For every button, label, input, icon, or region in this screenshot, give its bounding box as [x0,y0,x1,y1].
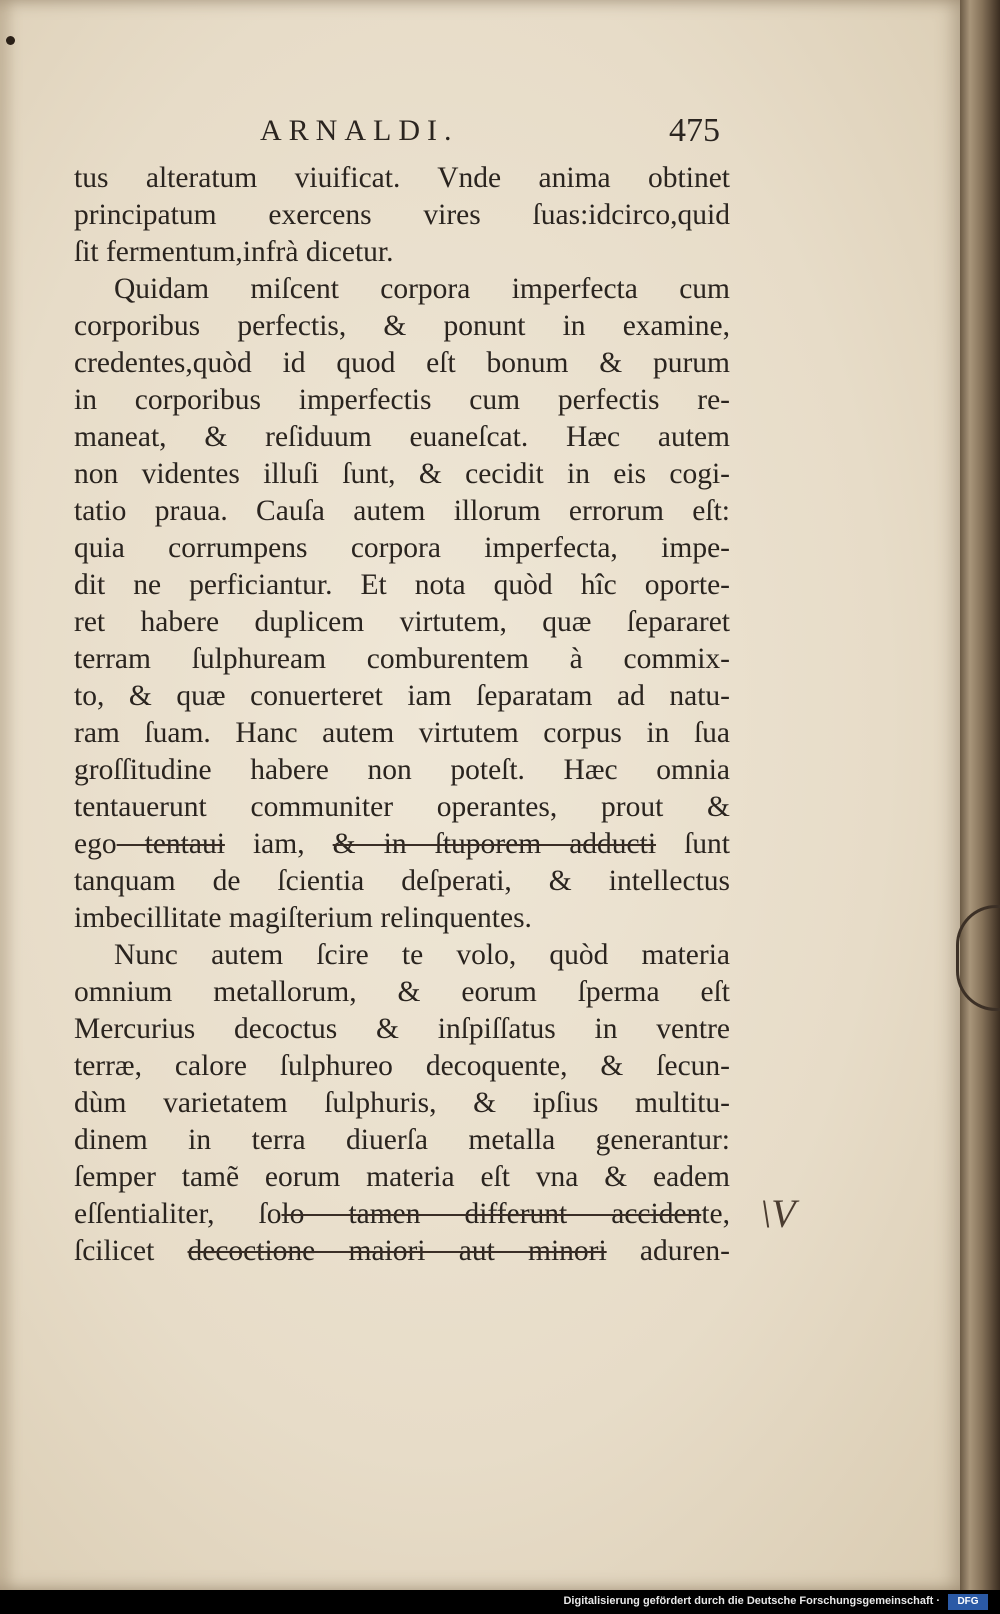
struck-text: decoctione maiori aut minori [187,1235,607,1267]
text-segment: ſunt [656,828,730,860]
text-segment: ego [74,828,117,860]
text-segment: aduren- [606,1235,730,1267]
footer-bar [0,1590,1000,1614]
text-line-20: tanquam de ſcientia deſperati, & intellectus [74,865,730,897]
text-line-2: principatum exercens vires ſuas:idcirco,quid [74,199,730,231]
text-line-30 [74,1233,730,1270]
text-line-7: in corporibus imperfectis cum perfectis re- [74,384,730,416]
digitization-credit: Digitalisierung gefördert durch die Deutsche Forschungsgemeinschaft · [563,1595,940,1607]
text-body [74,160,730,1270]
ink-dot [6,36,15,45]
text-line-10: tatio praua. Cauſa autem illorum errorum eſt: [74,495,730,527]
page-header [72,112,720,156]
text-line-27: dinem in terra diuerſa metalla generantur: [74,1124,730,1156]
text-line-19 [74,826,730,863]
text-segment: ſcilicet [74,1235,188,1267]
dfg-logo-badge: DFG [948,1594,988,1610]
text-line-12: dit ne perficiantur. Et nota quòd hîc oporte- [74,569,730,601]
struck-text: lo tamen differunt acciden [281,1198,702,1230]
text-line-4: Quidam miſcent corpora imperfecta cum [114,273,730,305]
text-line-8: maneat, & reſiduum euaneſcat. Hæc autem [74,421,730,453]
text-line-17: groſſitudine habere non poteſt. Hæc omnia [74,754,730,786]
text-line-21: imbecillitate magiſterium relinquentes. [74,902,532,934]
text-line-1: tus alteratum viuificat. Vnde anima obtinet [74,162,730,194]
text-line-16: ram ſuam. Hanc autem virtutem corpus in ſua [74,717,730,749]
struck-text: & in ſtuporem adducti [332,828,657,860]
book-page-edges [960,0,1000,1590]
text-line-24: Mercurius decoctus & inſpiſſatus in ventre [74,1013,730,1045]
text-line-13: ret habere duplicem virtutem, quæ ſepararet [74,606,730,638]
text-line-11: quia corrumpens corpora imperfecta, impe- [74,532,730,564]
text-line-28: ſemper tamẽ eorum materia eſt vna & eadem [74,1161,730,1193]
text-segment: eſſentialiter, ſo [74,1198,282,1230]
text-line-9: non videntes illuſi ſunt, & cecidit in eis cogi- [74,458,730,490]
text-line-6: credentes,quòd id quod eſt bonum & purum [74,347,730,379]
running-head: ARNALDI. [260,114,459,147]
text-line-26: dùm varietatem ſulphuris, & ipſius multitu- [74,1087,730,1119]
text-line-3: ſit fermentum,infrà dicetur. [74,236,394,268]
text-line-22: Nunc autem ſcire te volo, quòd materia [114,939,730,971]
text-segment: iam, [224,828,333,860]
text-line-15: to, & quæ conuerteret iam ſeparatam ad natu- [74,680,730,712]
struck-text: tentaui [116,828,225,860]
text-line-29 [74,1196,730,1233]
text-segment: te, [701,1198,730,1230]
text-line-14: terram ſulphuream comburentem à commix- [74,643,730,675]
text-line-23: omnium metallorum, & eorum ſperma eſt [74,976,730,1008]
text-line-18: tentauerunt communiter operantes, prout & [74,791,730,823]
text-line-5: corporibus perfectis, & ponunt in examine, [74,310,730,342]
marginal-annotation: \V [760,1191,796,1236]
text-line-25: terræ, calore ſulphureo decoquente, & ſecun- [74,1050,730,1082]
page-number: 475 [669,112,720,149]
